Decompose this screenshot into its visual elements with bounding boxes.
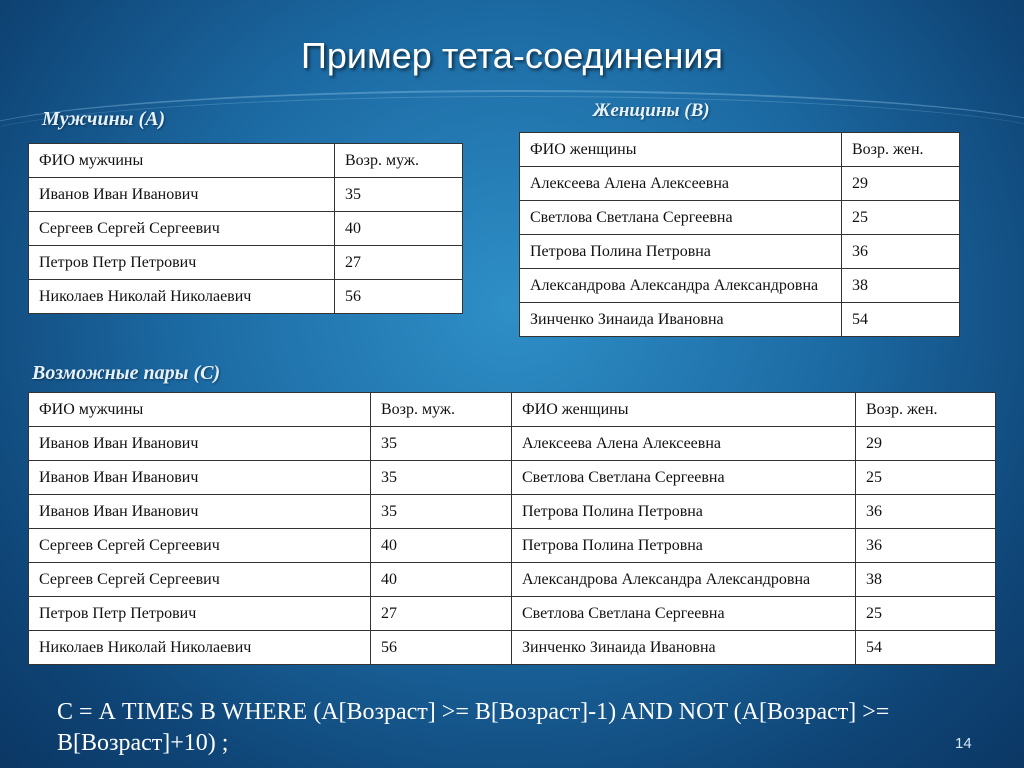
- table-row: [520, 269, 960, 303]
- table-cell: 25: [856, 597, 996, 631]
- table-cell: 29: [842, 167, 960, 201]
- table-row: [29, 178, 463, 212]
- table-cell: Зинченко Зинаида Ивановна: [512, 631, 856, 665]
- table-pairs: [28, 392, 996, 665]
- page-number: 14: [955, 735, 972, 752]
- table-cell: Светлова Светлана Сергеевна: [512, 461, 856, 495]
- table-row: [29, 461, 996, 495]
- table-cell: Петрова Полина Петровна: [512, 529, 856, 563]
- table-row: [29, 212, 463, 246]
- table-women: [519, 132, 960, 337]
- table-row: [29, 631, 996, 665]
- header-cell: Возр. муж.: [371, 393, 512, 427]
- table-row: [520, 303, 960, 337]
- table-cell: 54: [856, 631, 996, 665]
- table-row: [520, 167, 960, 201]
- table-cell: 27: [335, 246, 463, 280]
- table-row: [520, 235, 960, 269]
- header-cell: Возр. жен.: [856, 393, 996, 427]
- table-cell: 36: [842, 235, 960, 269]
- table-row: [29, 597, 996, 631]
- table-cell: Иванов Иван Иванович: [29, 427, 371, 461]
- table-cell: 36: [856, 495, 996, 529]
- header-cell: Возр. муж.: [335, 144, 463, 178]
- table-cell: Сергеев Сергей Сергеевич: [29, 529, 371, 563]
- slide-title: Пример тета-соединения: [301, 35, 723, 76]
- table-cell: Сергеев Сергей Сергеевич: [29, 212, 335, 246]
- table-cell: Петров Петр Петрович: [29, 597, 371, 631]
- table-cell: Николаев Николай Николаевич: [29, 280, 335, 314]
- table-header-row: [29, 393, 996, 427]
- table-cell: 54: [842, 303, 960, 337]
- table-cell: 56: [371, 631, 512, 665]
- table-header-row: [520, 133, 960, 167]
- table-cell: 40: [371, 563, 512, 597]
- header-cell: ФИО женщины: [512, 393, 856, 427]
- table-cell: Петров Петр Петрович: [29, 246, 335, 280]
- table-cell: Николаев Николай Николаевич: [29, 631, 371, 665]
- table-cell: 25: [856, 461, 996, 495]
- table-row: [29, 427, 996, 461]
- table-cell: 27: [371, 597, 512, 631]
- table-row: [520, 201, 960, 235]
- table-cell: 38: [842, 269, 960, 303]
- table-cell: Петрова Полина Петровна: [512, 495, 856, 529]
- table-cell: Петрова Полина Петровна: [520, 235, 842, 269]
- table-cell: Александрова Александра Александровна: [512, 563, 856, 597]
- table-row: [29, 563, 996, 597]
- table-cell: Алексеева Алена Алексеевна: [512, 427, 856, 461]
- table-cell: 38: [856, 563, 996, 597]
- header-cell: ФИО мужчины: [29, 393, 371, 427]
- theta-join-formula: С = А TIMES В WHERE (А[Возраст] >= В[Возраст]-1) AND NOT (А[Возраст] >= В[Возраст]+10) ;: [57, 699, 890, 756]
- table-cell: Светлова Светлана Сергеевна: [520, 201, 842, 235]
- table-c-caption: Возможные пары (С): [32, 362, 221, 384]
- table-cell: Александрова Александра Александровна: [520, 269, 842, 303]
- table-cell: Сергеев Сергей Сергеевич: [29, 563, 371, 597]
- table-header-row: [29, 144, 463, 178]
- header-cell: Возр. жен.: [842, 133, 960, 167]
- table-cell: 35: [335, 178, 463, 212]
- header-cell: ФИО мужчины: [29, 144, 335, 178]
- table-b-caption: Женщины (В): [593, 100, 710, 121]
- header-cell: ФИО женщины: [520, 133, 842, 167]
- table-cell: 56: [335, 280, 463, 314]
- table-cell: 25: [842, 201, 960, 235]
- table-row: [29, 495, 996, 529]
- table-men: [28, 143, 463, 314]
- table-row: [29, 280, 463, 314]
- table-cell: 40: [335, 212, 463, 246]
- table-a-caption: Мужчины (А): [42, 108, 166, 130]
- table-cell: 36: [856, 529, 996, 563]
- table-cell: 35: [371, 461, 512, 495]
- table-cell: Иванов Иван Иванович: [29, 461, 371, 495]
- table-row: [29, 246, 463, 280]
- table-cell: Иванов Иван Иванович: [29, 178, 335, 212]
- table-cell: Светлова Светлана Сергеевна: [512, 597, 856, 631]
- table-cell: Алексеева Алена Алексеевна: [520, 167, 842, 201]
- table-cell: 35: [371, 427, 512, 461]
- table-cell: 29: [856, 427, 996, 461]
- table-cell: Иванов Иван Иванович: [29, 495, 371, 529]
- table-cell: 35: [371, 495, 512, 529]
- table-cell: 40: [371, 529, 512, 563]
- table-cell: Зинченко Зинаида Ивановна: [520, 303, 842, 337]
- table-row: [29, 529, 996, 563]
